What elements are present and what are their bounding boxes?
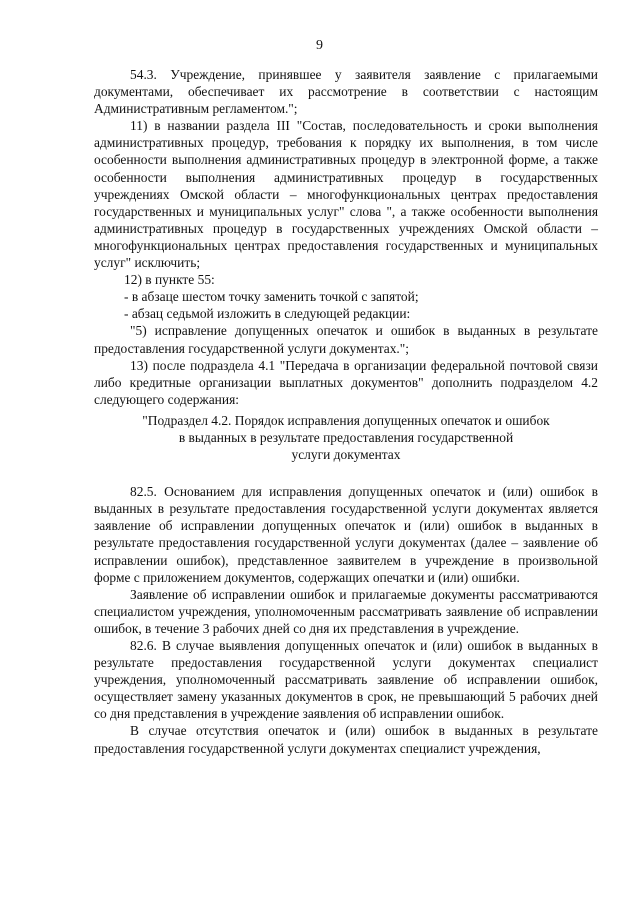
paragraph-82-5: 82.5. Основанием для исправления допущенных опечаток и (или) ошибок в выданных в результате предоставления государственной услуги документах является заявление об исправлении допущенных опечаток и (или) ошибок в выданных в результате предоставления государственной услуги документах (далее – заявление об исправлении ошибок), представленное заявителем в учреждение в произвольной форме с приложением документов, содержащих опечатки и (или) ошибки.	[94, 484, 598, 585]
subsection-heading-line-2: в выданных в результате предоставления государственной	[178, 429, 514, 445]
paragraph-item-12: 12) в пункте 55:	[124, 272, 215, 288]
paragraph-item-12-bullet-2: - абзац седьмой изложить в следующей редакции:	[124, 306, 411, 322]
paragraph-82-6: 82.6. В случае выявления допущенных опечаток и (или) ошибок в выданных в результате предоставления государственной услуги документах специалист учреждения, уполномоченный рассматривать заявление об исправлении ошибок, осуществляет замену указанных документов в срок, не превышающий 5 рабочих дней со дня представления в учреждение заявления об исправлении ошибок.	[94, 638, 598, 722]
paragraph-54-3: 54.3. Учреждение, принявшее у заявителя заявление с прилагаемыми документами, обеспечивает их рассмотрение в соответствии с настоящим Административным регламентом.";	[94, 67, 598, 117]
paragraph-82-6-continued: В случае отсутствия опечаток и (или) ошибок в выданных в результате предоставления государственной услуги документах специалист учреждения,	[94, 723, 598, 756]
subsection-heading-line-1: "Подраздел 4.2. Порядок исправления допущенных опечаток и ошибок	[142, 412, 550, 428]
page-number: 9	[316, 38, 323, 53]
paragraph-item-13: 13) после подраздела 4.1 "Передача в организации федеральной почтовой связи либо кредитные организации выплатных документов" дополнить подразделом 4.2 следующего содержания:	[94, 357, 598, 407]
document-body	[94, 66, 598, 757]
paragraph-item-12-bullet-1: - в абзаце шестом точку заменить точкой с запятой;	[124, 289, 419, 305]
paragraph-item-11: 11) в названии раздела III "Состав, последовательность и сроки выполнения административных процедур, требования к порядку их выполнения, в том числе особенности выполнения административных процедур в электронной форме, а также особенности выполнения административных процедур в государственных учреждениях Омской области – многофункциональных центрах предоставления государственных и муниципальных услуг" слова ", а также особенности выполнения административных процедур в государственных учреждениях Омской области – многофункциональных центрах предоставления государственных и муниципальных услуг" исключить;	[94, 118, 598, 271]
paragraph-82-5-continued: Заявление об исправлении ошибок и прилагаемые документы рассматриваются специалистом учреждения, уполномоченным рассматривать заявление об исправлении ошибок, в течение 3 рабочих дней со дня их представления в учреждение.	[94, 586, 598, 636]
paragraph-item-12-quote: "5) исправление допущенных опечаток и ошибок в выданных в результате предоставления государственной услуги документах.";	[94, 323, 598, 356]
subsection-heading-line-3: услуги документах	[291, 447, 401, 463]
